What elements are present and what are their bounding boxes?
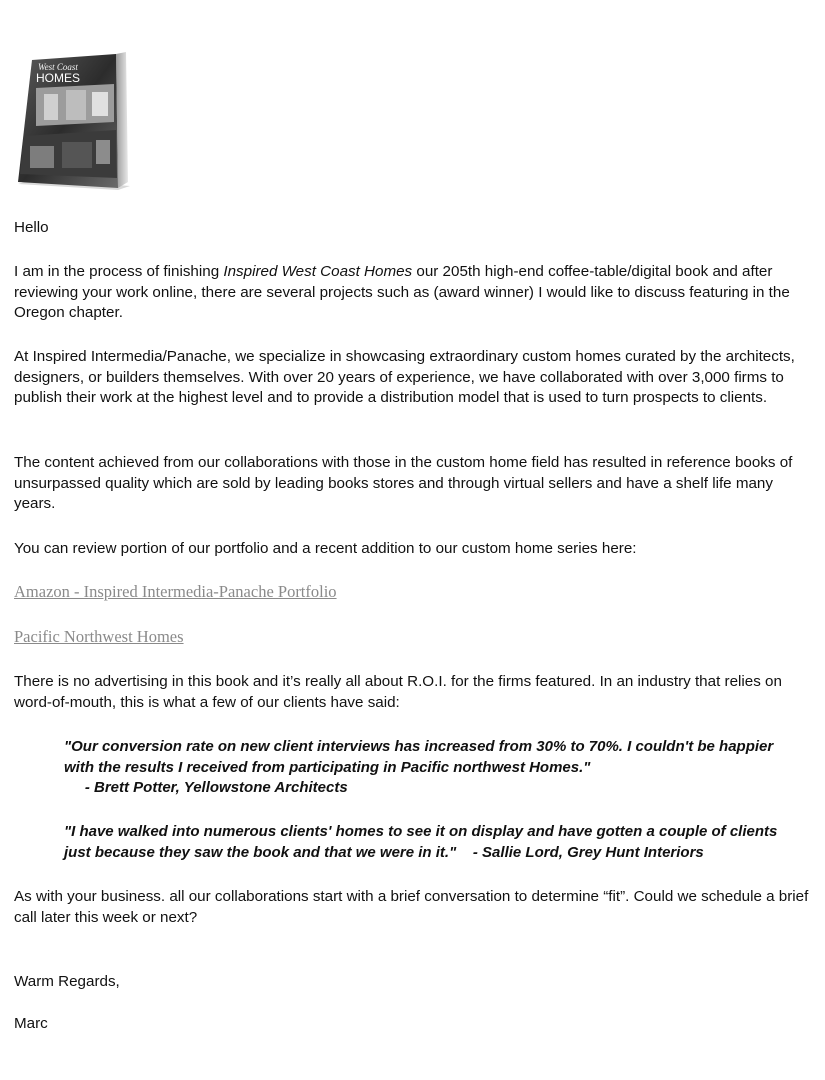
closing-paragraph: As with your business. all our collaborations start with a brief conversation to determine “fit”. Could we schedule a brief call later this week or next? — [14, 888, 809, 926]
greeting: Hello — [14, 219, 49, 236]
content-paragraph: The content achieved from our collaborations with those in the custom home field has resulted in reference books of unsurpassed quality which are sold by leading books stores and through virtual sellers and have a shelf life many years. — [14, 454, 793, 512]
quote-attribution: - Brett Potter, Yellowstone Architects — [64, 779, 348, 796]
book-title: Inspired West Coast Homes — [223, 263, 413, 280]
testimonial-quote — [64, 822, 804, 863]
pacific-northwest-link[interactable]: Pacific Northwest Homes — [14, 627, 184, 646]
quote-text: "Our conversion rate on new client interviews has increased from 30% to 70%. I couldn't be happier with the results I received from participating in Pacific northwest Homes." — [64, 738, 774, 776]
intro-after: our 205th high-end coffee-table/digital book and after reviewing your work online, there are several projects such as (award winner) I would like to discuss featuring in the Oregon chapter. — [14, 263, 790, 321]
intro-before: I am in the process of finishing — [14, 263, 224, 280]
book-cover-title: HOMES — [36, 71, 81, 85]
about-paragraph: At Inspired Intermedia/Panache, we specialize in showcasing extraordinary custom homes curated by the architects, designers, or builders themselves. With over 20 years of experience, we have collaborated with over 3,000 firms to publish their work at the highest level and to provide a distribution model that is used to turn prospects to clients. — [14, 348, 795, 406]
book-cover-subtitle: West Coast — [38, 62, 78, 72]
signoff: Warm Regards, — [14, 973, 120, 990]
intro-paragraph — [14, 262, 810, 324]
book-cover-image — [14, 50, 132, 192]
signature: Marc — [14, 1015, 48, 1032]
roi-paragraph: There is no advertising in this book and it’s really all about R.O.I. for the firms featured. In an industry that relies on word-of-mouth, this is what a few of our clients have said: — [14, 673, 782, 711]
testimonial-quote — [64, 737, 804, 799]
quote-attribution: - Sallie Lord, Grey Hunt Interiors — [456, 843, 704, 861]
quote-text: "I have walked into numerous clients' homes to see it on display and have gotten a couple of clients just because they saw the book and that we were in it." — [64, 823, 778, 861]
amazon-portfolio-link[interactable]: Amazon - Inspired Intermedia-Panache Portfolio — [14, 582, 337, 601]
portfolio-intro: You can review portion of our portfolio and a recent addition to our custom home series here: — [14, 540, 637, 557]
